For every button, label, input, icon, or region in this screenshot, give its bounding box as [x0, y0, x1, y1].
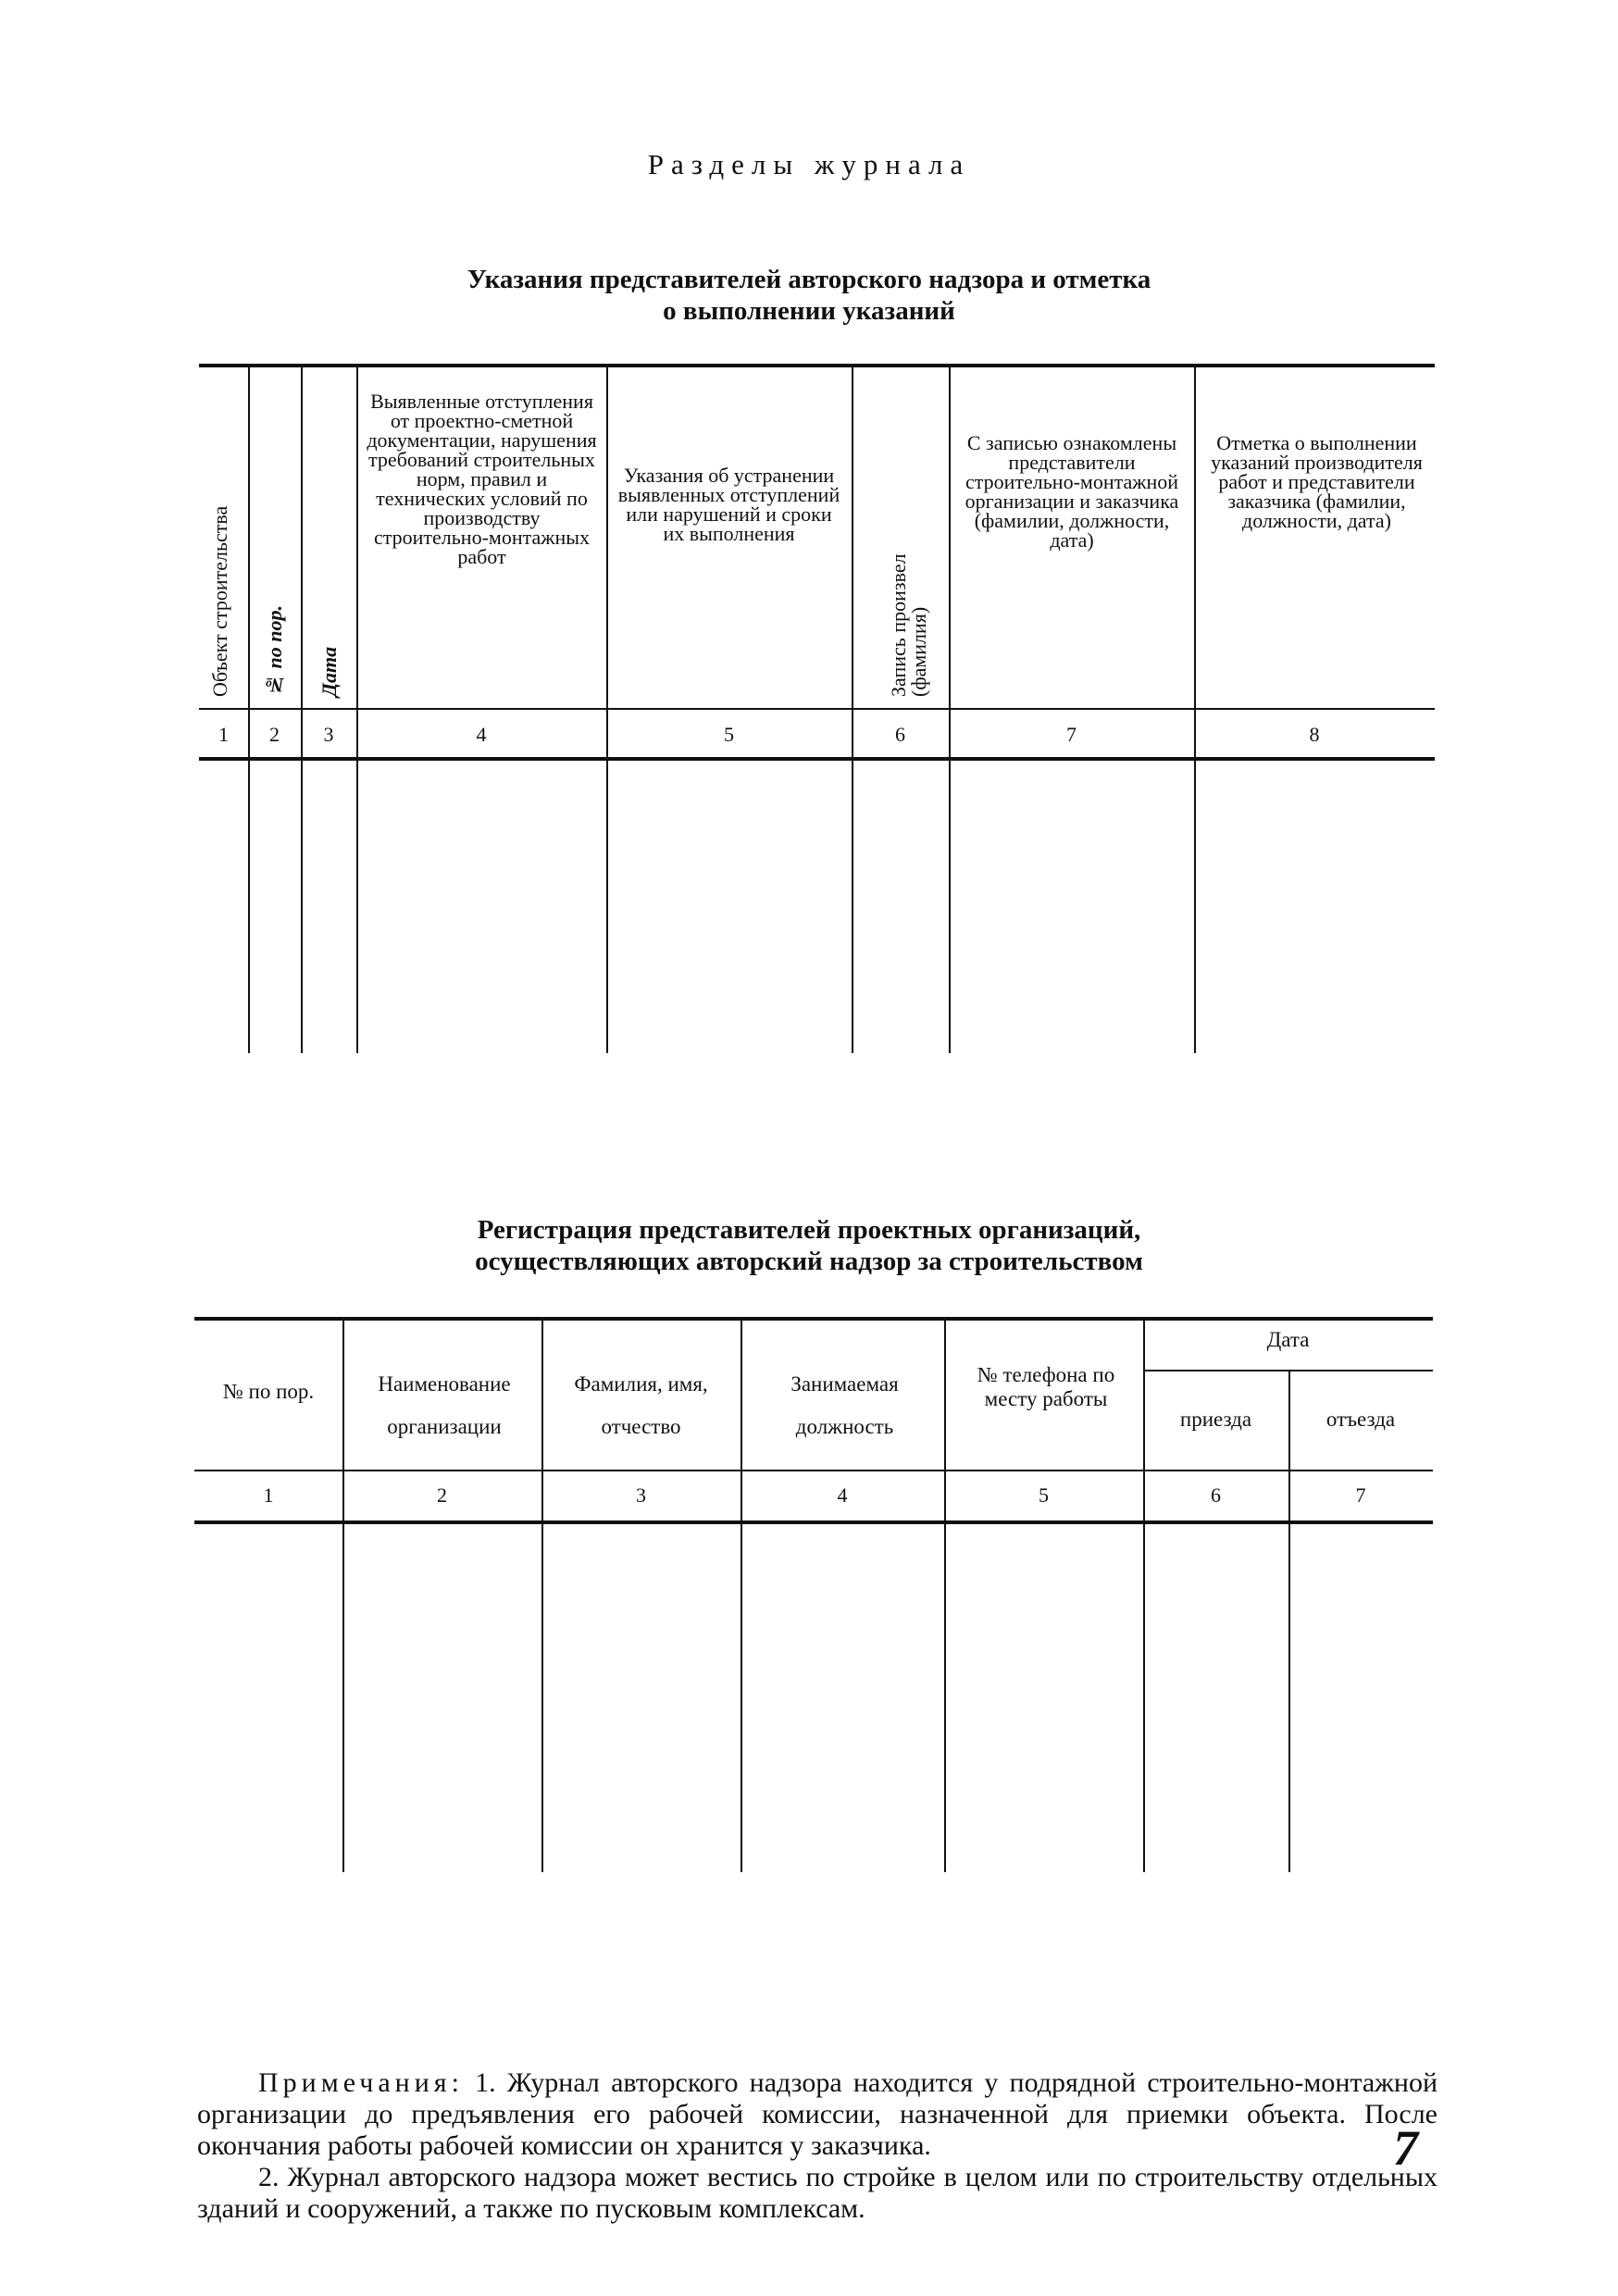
col-number: 2	[269, 723, 280, 746]
col-number: 4	[476, 723, 487, 746]
section2-title-line1: Регистрация представителей проектных организаций,	[477, 1215, 1141, 1245]
section1-title	[0, 264, 1618, 327]
header-divider	[194, 1470, 1433, 1471]
col-divider	[342, 1319, 344, 1872]
header-object: Объект строительства	[208, 505, 231, 697]
header-instructions: Указания об устранении выявленных отступлений или нарушений и сроки их выполнения	[617, 464, 840, 545]
section2-title-line2: осуществляющих авторский надзор за строительством	[475, 1247, 1143, 1276]
col-divider	[944, 1319, 946, 1872]
page-number: 7	[1393, 2120, 1418, 2176]
col-divider	[356, 366, 358, 1053]
numbers-divider	[199, 757, 1435, 761]
col-number: 7	[1355, 1483, 1366, 1507]
header-order-number: № по пор.	[222, 1380, 315, 1403]
note-1	[197, 2067, 1438, 2162]
col-divider	[1288, 1370, 1290, 1872]
header-order-number: № по пор.	[263, 605, 286, 697]
header-acknowledged: С записью ознакомлены представители строительно-монтажной организации и заказчика (фамилии, должности, дата)	[965, 431, 1179, 552]
page-heading: Разделы журнала	[647, 148, 971, 180]
col-divider	[949, 366, 951, 1053]
col-number: 3	[636, 1483, 646, 1507]
section1-title-line2: о выполнении указаний	[663, 296, 955, 326]
numbers-divider	[194, 1520, 1433, 1524]
header-deviations: Выявленные отступления от проектно-сметной документации, нарушения требований строительных норм, правил и технических условий по производству строительно-монтажных работ	[367, 390, 597, 568]
col-number: 6	[1211, 1483, 1221, 1507]
header-phone: № телефона по месту работы	[977, 1363, 1115, 1410]
instructions-table	[199, 364, 1435, 1053]
col-number: 3	[323, 723, 334, 746]
header-date-group: Дата	[1266, 1328, 1310, 1351]
notes-block	[197, 2067, 1438, 2225]
header-departure: отъезда	[1326, 1408, 1396, 1431]
table-top-rule	[199, 364, 1435, 367]
col-number: 8	[1309, 723, 1320, 746]
col-number: 2	[437, 1483, 447, 1507]
col-number: 4	[837, 1483, 848, 1507]
col-number: 6	[895, 723, 905, 746]
col-divider	[1143, 1319, 1145, 1872]
col-number: 5	[724, 723, 734, 746]
table-top-rule	[194, 1317, 1433, 1321]
note-2: 2. Журнал авторского надзора может вестись по стройке в целом или по строительству отдельных зданий и сооружений, а также по пусковым комплексам.	[197, 2162, 1438, 2224]
col-divider	[248, 366, 250, 1053]
header-recorded-by: Запись произвел (фамилия)	[887, 553, 930, 697]
header-completion-mark: Отметка о выполнении указаний производителя работ и представители заказчика (фамилии, должности, дата)	[1211, 431, 1423, 532]
col-divider	[852, 366, 853, 1053]
notes-label: Примечания:	[258, 2067, 464, 2098]
header-full-name: Фамилия, имя, отчество	[574, 1372, 708, 1438]
col-number: 1	[218, 723, 229, 746]
header-date: Дата	[317, 646, 341, 697]
col-number: 5	[1039, 1483, 1049, 1507]
registration-table	[194, 1317, 1433, 1872]
section1-title-line1: Указания представителей авторского надзора и отметка	[467, 265, 1151, 294]
col-divider	[1194, 366, 1196, 1053]
header-arrival: приезда	[1179, 1408, 1252, 1431]
col-divider	[541, 1319, 543, 1872]
col-number: 1	[263, 1483, 274, 1507]
col-number: 7	[1066, 723, 1077, 746]
header-position: Занимаемая должность	[790, 1372, 899, 1438]
header-organization: Наименование организации	[378, 1372, 511, 1438]
header-divider	[199, 708, 1435, 710]
note-1-text: 1. Журнал авторского надзора находится у подрядной строительно-монтажной организации до предъявления его рабочей комиссии, назначенной для приемки объекта. После окончания работы рабочей комиссии он хранится у заказчика.	[197, 2067, 1438, 2161]
col-divider	[606, 366, 608, 1053]
col-divider	[741, 1319, 742, 1872]
col-divider	[301, 366, 303, 1053]
section2-title	[0, 1214, 1618, 1277]
